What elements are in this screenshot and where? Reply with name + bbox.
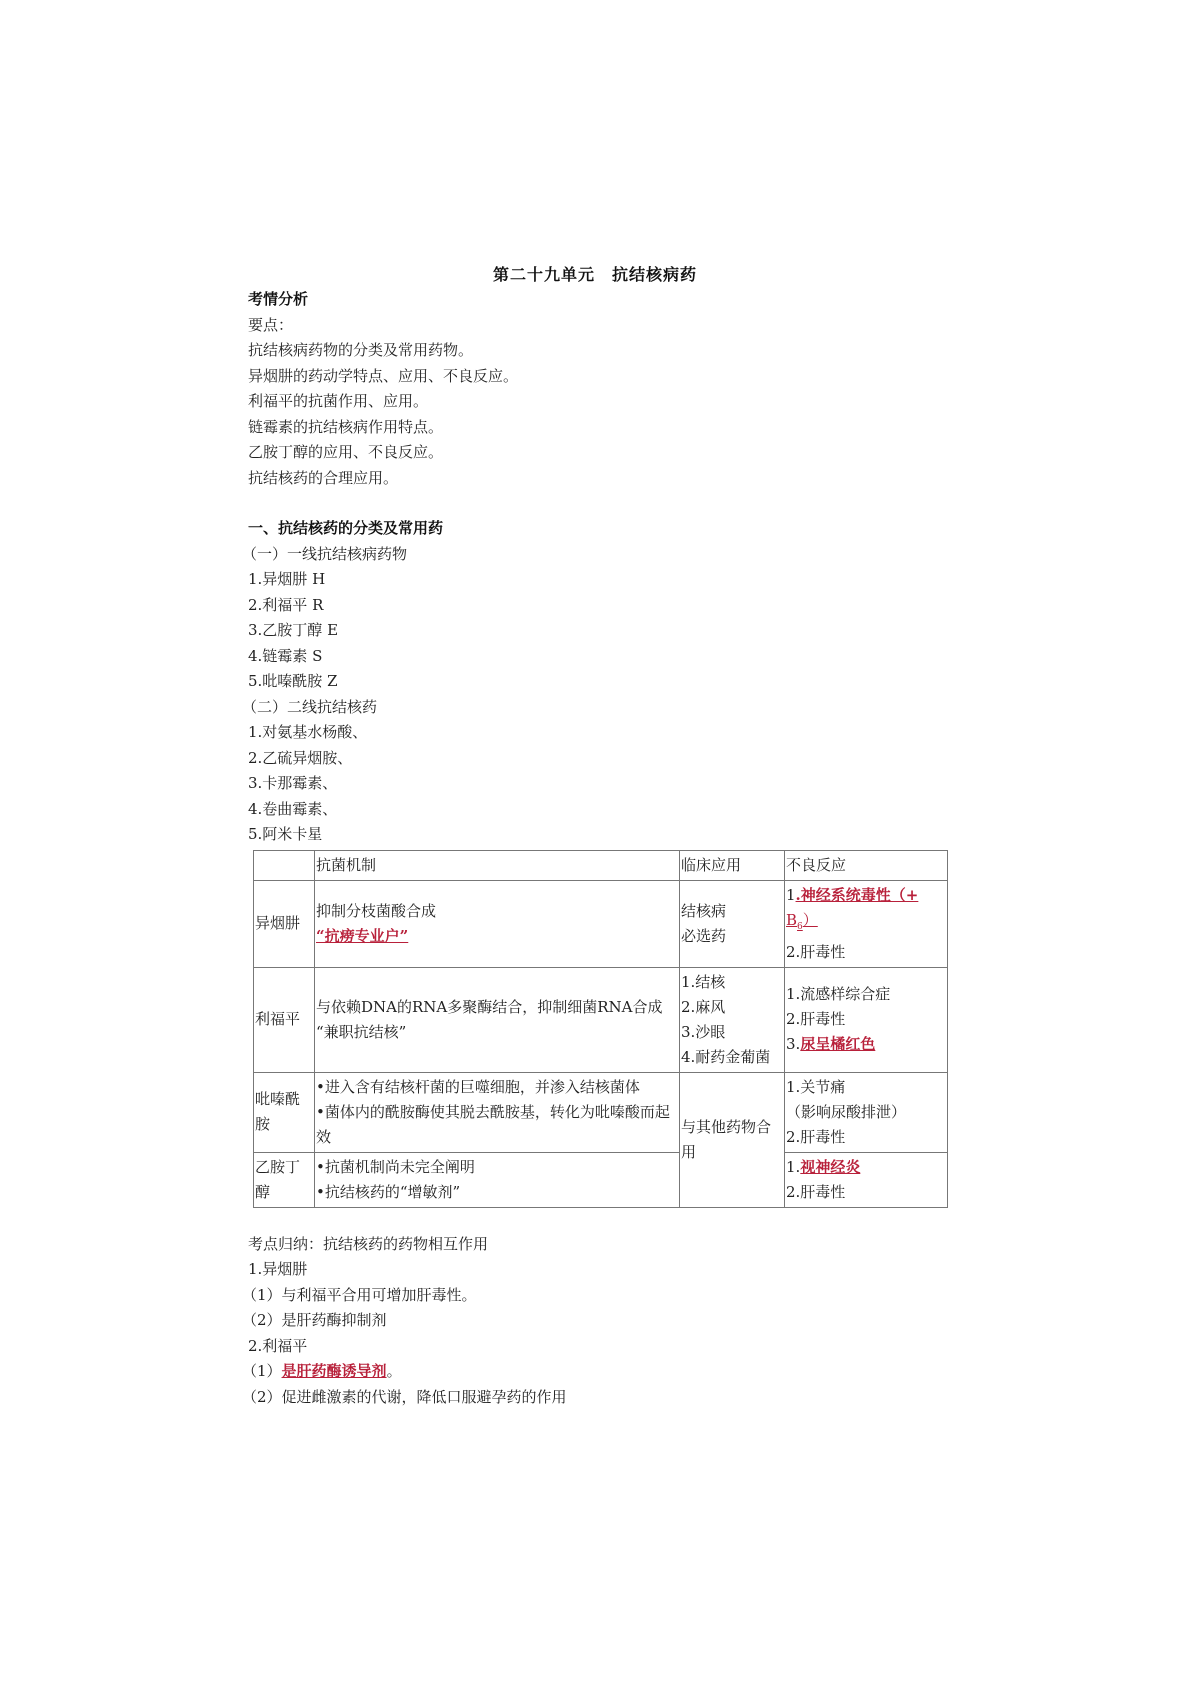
key-point: 抗结核病药物的分类及常用药物。 xyxy=(248,341,474,359)
first-line-heading: （一）一线抗结核病药物 xyxy=(242,544,408,563)
mechanism-cell xyxy=(315,967,680,1072)
second-line-drug: 2.乙硫异烟胺、 xyxy=(248,748,353,767)
first-line-drug: 5.吡嗪酰胺 Z xyxy=(248,672,338,690)
mechanism-text: 与依赖DNA的RNA多聚酶结合，抑制细菌RNA合成 xyxy=(316,997,663,1016)
summary-subtitle: 2.利福平 xyxy=(248,1336,308,1355)
summary-point: （1）与利福平合用可增加肝毒性。 xyxy=(242,1285,477,1304)
second-line-heading: （二）二线抗结核药 xyxy=(242,697,378,716)
exam-analysis-heading: 考情分析 xyxy=(248,290,309,308)
spacer xyxy=(248,491,948,516)
clinical-item: 3.沙眼 xyxy=(681,1022,726,1041)
adverse-cell xyxy=(785,1072,948,1152)
mechanism-note: “兼职抗结核” xyxy=(316,1022,407,1041)
clinical-cell xyxy=(680,967,785,1072)
adverse-subscript: 6 xyxy=(797,921,803,932)
table-header-cell: 不良反应 xyxy=(785,850,948,880)
summary-section xyxy=(242,1232,948,1411)
adverse-item: 2.肝毒性 xyxy=(786,1127,846,1146)
mechanism-bullet: •进入含有结核杆菌的巨噬细胞，并渗入结核菌体 xyxy=(316,1077,640,1096)
key-point: 利福平的抗菌作用、应用。 xyxy=(248,392,429,410)
adverse-item: 2.肝毒性 xyxy=(786,942,846,961)
adverse-highlight: ） xyxy=(802,910,818,929)
summary-subtitle: 1.异烟肼 xyxy=(248,1260,308,1278)
adverse-item: 1.关节痛 xyxy=(786,1077,846,1096)
adverse-item: 2.肝毒性 xyxy=(786,1010,846,1028)
table-header-cell xyxy=(254,850,315,880)
drug-name-cell: 利福平 xyxy=(254,967,315,1072)
adverse-highlight: 视神经炎 xyxy=(800,1157,861,1176)
adverse-item: 2.肝毒性 xyxy=(786,1182,846,1201)
table-row xyxy=(254,967,948,1072)
table-row xyxy=(254,1072,948,1152)
mechanism-cell xyxy=(315,1152,680,1207)
summary-point-prefix: （1） xyxy=(242,1362,282,1380)
adverse-cell xyxy=(785,967,948,1072)
mechanism-text: 抑制分枝菌酸合成 xyxy=(316,901,437,920)
section-heading: 一、抗结核药的分类及常用药 xyxy=(248,519,444,537)
mechanism-note: “抗痨专业户” xyxy=(316,926,409,945)
key-points-intro: 要点： xyxy=(248,315,294,334)
summary-point-suffix: 。 xyxy=(386,1362,402,1380)
second-line-drug: 4.卷曲霉素、 xyxy=(248,799,338,818)
clinical-item: 1.结核 xyxy=(681,972,726,991)
clinical-cell: 与其他药物合用 xyxy=(680,1072,785,1207)
adverse-highlight: 尿呈橘红色 xyxy=(800,1035,876,1053)
clinical-cell xyxy=(680,880,785,967)
adverse-item xyxy=(786,1155,946,1180)
table-header-cell: 抗菌机制 xyxy=(315,850,680,880)
clinical-item: 4.耐药金葡菌 xyxy=(681,1047,771,1066)
second-line-drug: 1.对氨基水杨酸、 xyxy=(248,723,368,741)
page-content xyxy=(242,287,948,1410)
drug-comparison-table xyxy=(253,850,948,1208)
drug-name-cell: 异烟肼 xyxy=(254,880,315,967)
mechanism-bullet: •抗菌机制尚未完全阐明 xyxy=(316,1157,475,1176)
first-line-drug: 3.乙胺丁醇 E xyxy=(248,621,339,639)
summary-point: （2）是肝药酶抑制剂 xyxy=(242,1311,387,1329)
first-line-drug: 2.利福平 R xyxy=(248,595,324,614)
adverse-cell xyxy=(785,1152,948,1207)
adverse-item xyxy=(786,883,946,908)
summary-point: （2）促进雌激素的代谢，降低口服避孕药的作用 xyxy=(242,1387,567,1406)
first-line-drug: 4.链霉素 S xyxy=(248,646,323,665)
adverse-item: 1.流感样综合症 xyxy=(786,985,891,1003)
adverse-prefix: 3. xyxy=(786,1035,801,1053)
adverse-cell xyxy=(785,880,948,967)
table-row xyxy=(254,880,948,967)
first-line-drug: 1.异烟肼 H xyxy=(248,570,326,588)
table-header-row xyxy=(254,850,948,880)
mechanism-bullet: •抗结核药的“增敏剂” xyxy=(316,1182,461,1201)
key-point: 抗结核药的合理应用。 xyxy=(248,468,399,487)
summary-heading: 考点归纳：抗结核药的药物相互作用 xyxy=(248,1234,489,1253)
table-row xyxy=(254,1152,948,1207)
key-point: 链霉素的抗结核病作用特点。 xyxy=(248,417,444,436)
adverse-item xyxy=(786,1032,946,1057)
adverse-item-continued xyxy=(786,908,946,940)
mechanism-cell xyxy=(315,1072,680,1152)
second-line-drug: 5.阿米卡星 xyxy=(248,825,323,843)
key-point: 异烟肼的药动学特点、应用、不良反应。 xyxy=(248,366,519,385)
adverse-highlight: .神经系统毒性（+ xyxy=(795,885,919,904)
page-title: 第二十九单元 抗结核病药 xyxy=(492,265,697,284)
adverse-highlight: B xyxy=(786,910,798,929)
clinical-item: 必选药 xyxy=(681,926,727,945)
second-line-drug: 3.卡那霉素、 xyxy=(248,774,338,792)
key-point: 乙胺丁醇的应用、不良反应。 xyxy=(248,443,444,461)
clinical-item: 结核病 xyxy=(681,901,727,920)
drug-name-cell: 吡嗪酰胺 xyxy=(254,1072,315,1152)
summary-point xyxy=(242,1359,948,1385)
table-header-cell: 临床应用 xyxy=(680,850,785,880)
adverse-prefix: 1 xyxy=(786,885,796,904)
drug-name-cell: 乙胺丁醇 xyxy=(254,1152,315,1207)
clinical-item: 2.麻风 xyxy=(681,997,726,1016)
mechanism-cell xyxy=(315,880,680,967)
adverse-item: （影响尿酸排泄） xyxy=(786,1102,907,1121)
mechanism-bullet: •菌体内的酰胺酶使其脱去酰胺基，转化为吡嗪酸而起效 xyxy=(316,1102,670,1146)
summary-highlight: 是肝药酶诱导剂 xyxy=(281,1362,387,1380)
adverse-prefix: 1. xyxy=(786,1157,801,1176)
